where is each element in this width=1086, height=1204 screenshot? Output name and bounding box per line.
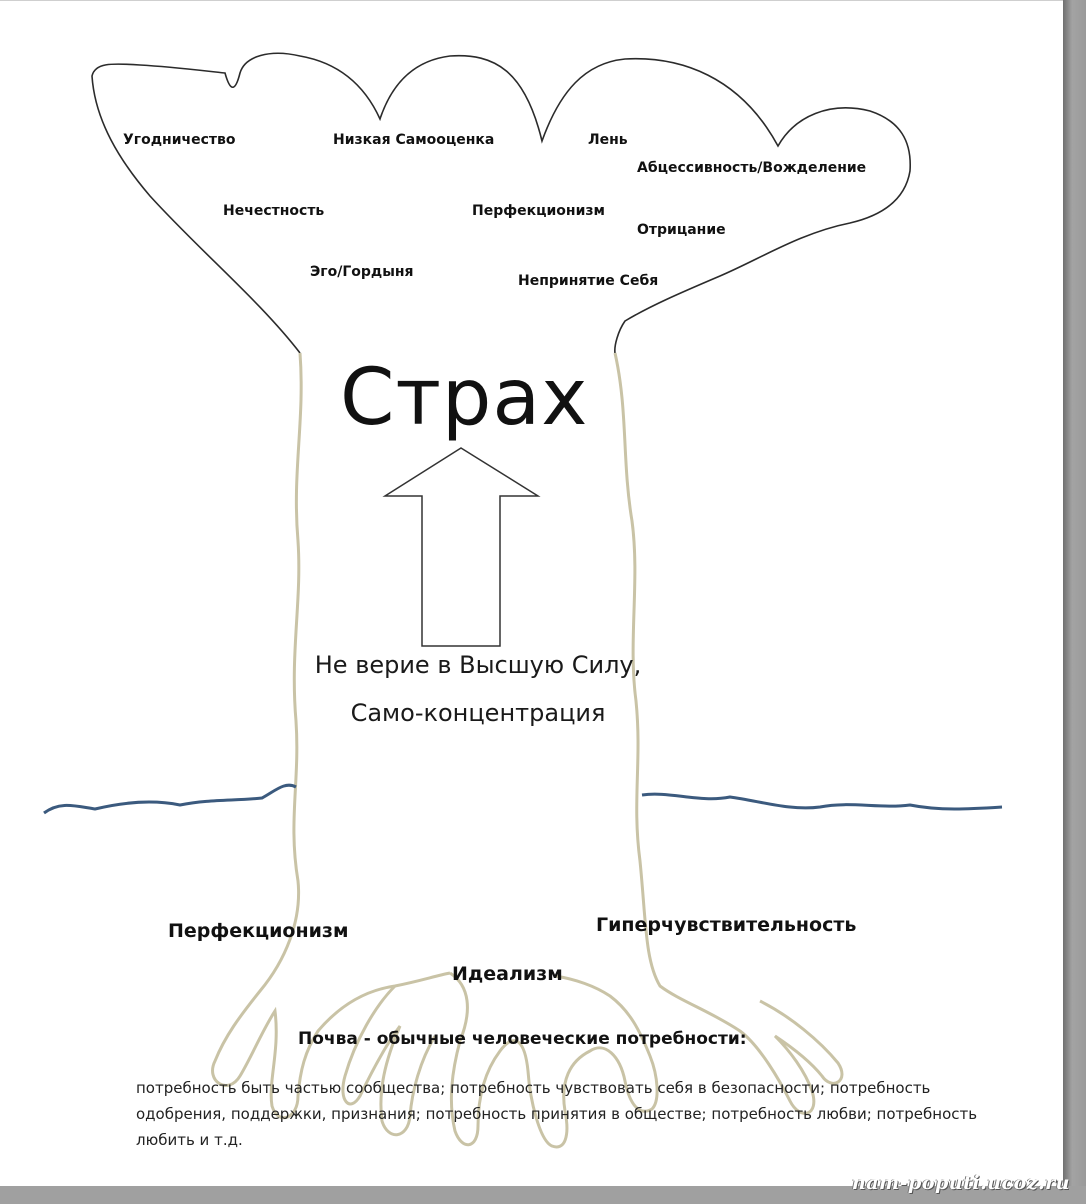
up-arrow [385, 448, 538, 646]
ground-line-right [642, 794, 1002, 809]
label-perfectionism-crown: Перфекционизм [472, 203, 605, 219]
soil-needs-text: потребность быть частью сообщества; потребность чувствовать себя в безопасности; потребность одобрения, поддержки, признания; потребность принятия в обществе; потребность любви; потребность любить и т.д. [136, 1079, 978, 1149]
label-laziness: Лень [588, 132, 628, 148]
watermark-text: nam-poputi.ucoz.ru [851, 1172, 1070, 1194]
label-ego-pride: Эго/Гордыня [310, 264, 414, 280]
label-low-self-esteem: Низкая Самооценка [333, 132, 495, 148]
cause-line-1: Не верие в Высшую Силу, [314, 651, 642, 679]
trunk-outline-left [213, 353, 450, 1118]
root-perfectionism: Перфекционизм [168, 920, 349, 942]
root-hypersensitivity: Гиперчувствительность [596, 914, 857, 936]
label-non-acceptance: Непринятие Себя [518, 273, 659, 289]
tree-drawing [0, 1, 1063, 1187]
trunk-outline-right [615, 353, 842, 1113]
label-denial: Отрицание [637, 222, 726, 238]
soil-title: Почва - обычные человеческие потребности: [298, 1029, 747, 1049]
label-dishonesty: Нечестность [223, 203, 325, 219]
label-pleasing: Угодничество [123, 132, 236, 148]
root-idealism: Идеализм [452, 963, 563, 985]
label-obsession: Абцессивность/Вожделение [637, 160, 867, 176]
cause-line-2: Само-концентрация [350, 699, 606, 727]
ground-line-left [44, 785, 296, 813]
page-edge-shadow [1063, 0, 1086, 1204]
fear-title: Страх [340, 353, 589, 443]
